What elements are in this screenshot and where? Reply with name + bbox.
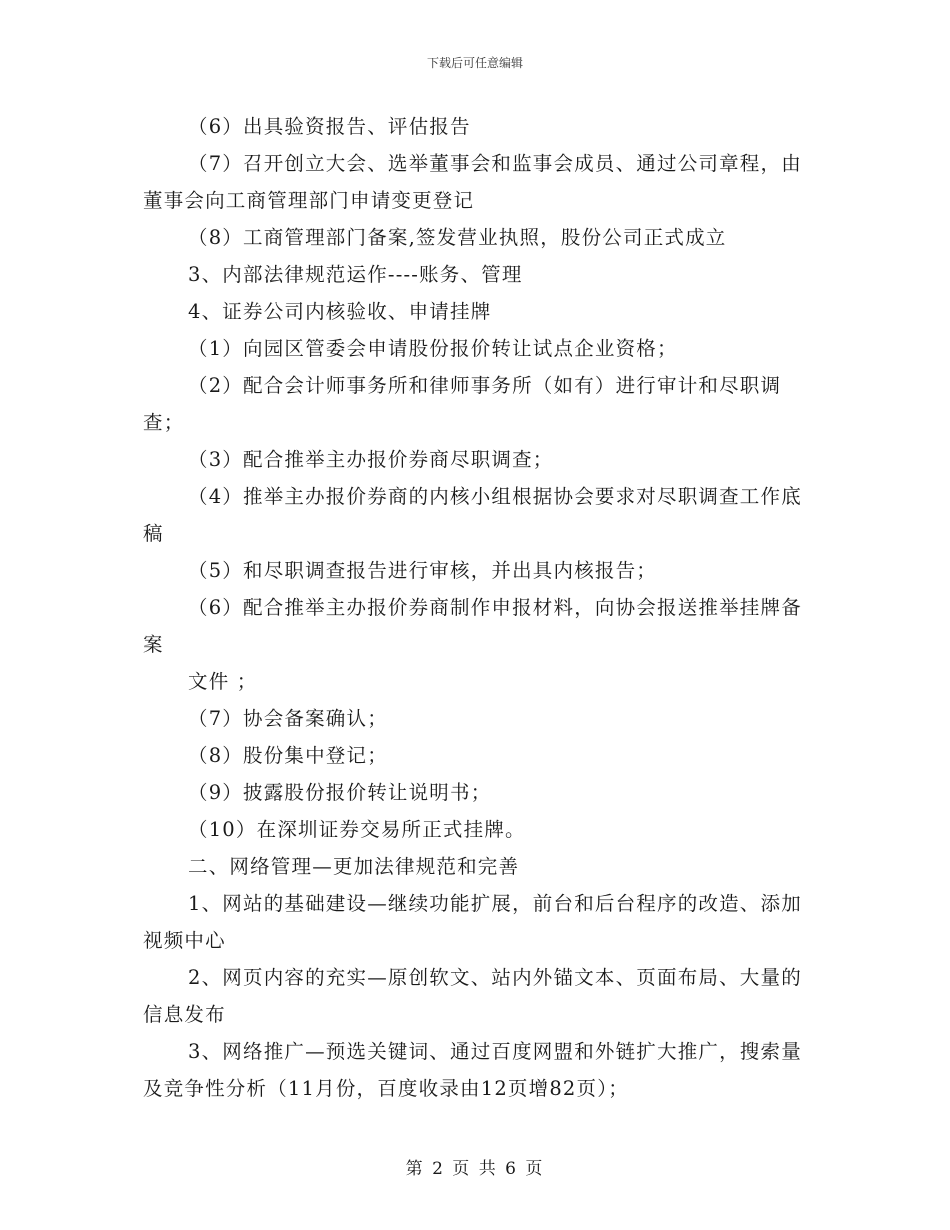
- paragraph: 文件 ；: [188, 670, 258, 693]
- paragraph: （4）推举主办报价券商的内核小组根据协会要求对尽职调查工作底稿: [143, 485, 802, 545]
- paragraph: 1、网站的基础建设—继续功能扩展，前台和后台程序的改造、添加视频中心: [143, 892, 802, 952]
- paragraph: 二、网络管理—更加法律规范和完善: [188, 855, 520, 878]
- paragraph: 4、证券公司内核验收、申请挂牌: [188, 300, 492, 323]
- document-body: [143, 108, 811, 1107]
- paragraph: （8）工商管理部门备案,签发营业执照，股份公司正式成立: [188, 226, 727, 249]
- paragraph: 3、网络推广—预选关键词、通过百度网盟和外链扩大推广，搜索量及竞争性分析（11月份，百度收录由12页增82页）；: [143, 1040, 802, 1100]
- paragraph: （7）协会备案确认；: [188, 707, 388, 730]
- page-number: 第 2 页 共 6 页: [405, 1159, 545, 1179]
- paragraph: （8）股份集中登记；: [188, 744, 388, 767]
- paragraph: （10）在深圳证券交易所正式挂牌。: [188, 818, 526, 841]
- paragraph: （6）出具验资报告、评估报告: [188, 115, 471, 138]
- paragraph: 3、内部法律规范运作----账务、管理: [188, 263, 523, 286]
- page-header: 下载后可任意编辑: [426, 56, 523, 70]
- paragraph: （9）披露股份报价转让说明书；: [188, 781, 492, 804]
- paragraph: （3）配合推举主办报价券商尽职调查；: [188, 448, 554, 471]
- paragraph: （2）配合会计师事务所和律师事务所（如有）进行审计和尽职调查；: [143, 374, 782, 434]
- paragraph: （7）召开创立大会、选举董事会和监事会成员、通过公司章程，由董事会向工商管理部门申请变更登记: [143, 152, 802, 212]
- paragraph: 2、网页内容的充实—原创软文、站内外锚文本、页面布局、大量的信息发布: [143, 966, 802, 1026]
- paragraph: （1）向园区管委会申请股份报价转让试点企业资格；: [188, 337, 678, 360]
- paragraph: （6）配合推举主办报价券商制作申报材料，向协会报送推举挂牌备案: [143, 596, 802, 656]
- paragraph: （5）和尽职调查报告进行审核，并出具内核报告；: [188, 559, 658, 582]
